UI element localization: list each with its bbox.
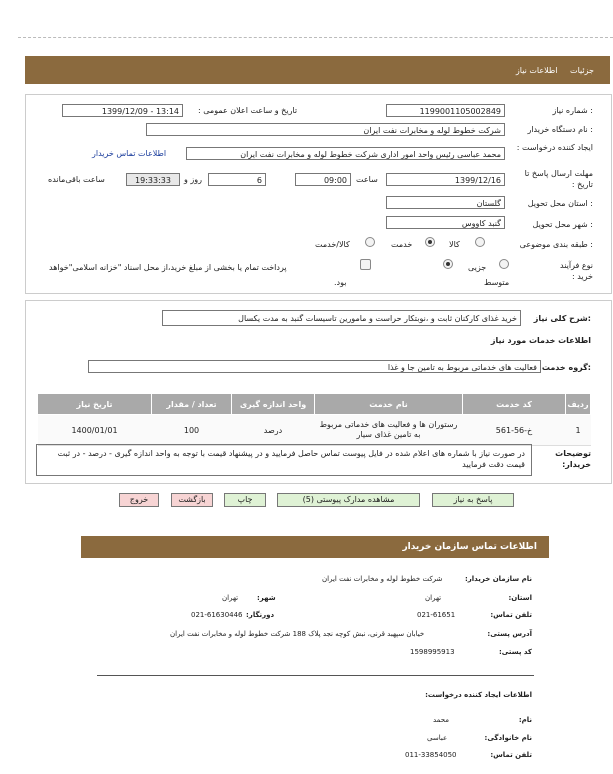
services-title: اطلاعات خدمات مورد نیاز (490, 336, 591, 345)
creator-family-label: نام خانوادگی: (484, 734, 532, 742)
description-field: خرید غذای کارکنان ثابت و ،نوبتکار حراست و مامورین تاسیسات گنبد به مدت یکسال (162, 310, 521, 326)
cell-need-date: 1400/01/01 (38, 415, 152, 446)
remaining-label: ساعت باقی‌مانده (48, 175, 105, 184)
contact-fax-label: دورنگار: (246, 611, 275, 619)
col-row: ردیف (566, 394, 591, 415)
col-need-date: تاریخ نیاز (38, 394, 152, 415)
tab-need-info[interactable]: اطلاعات نیاز (515, 66, 558, 75)
contact-title: اطلاعات تماس سازمان خریدار (402, 542, 537, 552)
cell-service-code: خ-56-561 (463, 415, 566, 446)
buyer-org-label: نام دستگاه خریدار : (527, 125, 593, 134)
creator-label: ایجاد کننده درخواست : (516, 143, 593, 152)
deadline-time-field: 09:00 (295, 173, 351, 186)
contact-address-value: خیابان سپهبد قرنی، نبش کوچه نجد پلاک 188 شرکت خطوط لوله و مخابرات نفت ایران (170, 630, 425, 638)
contact-address-label: آدرس پستی: (487, 630, 532, 638)
contact-org-label: نام سازمان خریدار: (464, 575, 532, 583)
contact-city-label: شهر: (257, 594, 276, 602)
city-label: شهر محل تحویل : (532, 220, 593, 229)
process-label: نوع فرآیند خرید : (560, 261, 593, 281)
contact-phone-label: تلفن تماس: (490, 611, 532, 619)
reply-button[interactable]: پاسخ به نیاز (432, 493, 514, 507)
creator-section-title: اطلاعات ایجاد کننده درخواست: (425, 691, 532, 699)
contact-org-value: شرکت خطوط لوله و مخابرات نفت ایران (322, 575, 443, 583)
city-field: گنبد کاووس (386, 216, 505, 229)
category-service-label: خدمت (391, 240, 413, 249)
province-field: گلستان (386, 196, 505, 209)
contact-fax-value: 021-61630446 (191, 611, 243, 619)
creator-name-value: محمد (433, 716, 449, 724)
deadline-date-field: 1399/12/16 (386, 173, 505, 186)
days-label: روز و (184, 175, 202, 184)
cell-unit: درصد (232, 415, 315, 446)
need-number-label: شماره نیاز : (552, 106, 593, 115)
page-header (25, 56, 610, 84)
tab-details[interactable]: جزئیات (570, 66, 594, 75)
process-minor-label: جزیی (468, 263, 487, 272)
deadline-time-label: ساعت (356, 175, 378, 184)
province-label: استان محل تحویل : (527, 199, 593, 208)
top-divider (18, 37, 613, 38)
contact-province-value: تهران (425, 594, 442, 602)
creator-field: محمد عباسی رئیس واحد امور اداری شرکت خطوط لوله و مخابرات نفت ایران (186, 147, 505, 160)
buyer-notes-label: توضیحات خریدار: (555, 449, 591, 469)
view-documents-button[interactable]: مشاهده مدارک پیوستی (5) (277, 493, 420, 507)
treasury-payment-text-2: بود. (334, 278, 347, 287)
cell-row: 1 (566, 415, 591, 446)
category-service-radio[interactable] (425, 237, 435, 247)
contact-postal-label: کد پستی: (498, 648, 532, 656)
category-label: طبقه بندی موضوعی : (519, 240, 593, 249)
table-row (38, 415, 591, 446)
days-field: 6 (208, 173, 266, 186)
category-both-label: کالا/خدمت (315, 240, 350, 249)
buyer-notes-field: در صورت نیاز با شماره های اعلام شده در فایل پیوست تماس حاصل فرمایید و در پیشنهاد قیمت با توجه به واحد اندازه گیری - درصد - در ثبت قیمت دقت فرمایید (36, 444, 532, 476)
creator-phone-value: 011-33854050 (405, 751, 457, 759)
creator-name-label: نام: (518, 716, 532, 724)
services-table (37, 393, 591, 446)
exit-button[interactable]: خروج (119, 493, 159, 507)
cell-service-name: رستوران ها و فعالیت های خدماتی مربوط به تامین غذای سیار (315, 415, 463, 446)
col-service-name: نام خدمت (315, 394, 463, 415)
col-unit: واحد اندازه گیری (232, 394, 315, 415)
need-number-field: 1199001105002849 (386, 104, 505, 117)
creator-family-value: عباسی (427, 734, 448, 742)
cell-quantity: 100 (152, 415, 232, 446)
contact-divider (97, 675, 534, 676)
col-service-code: کد خدمت (463, 394, 566, 415)
buyer-contact-link[interactable]: اطلاعات تماس خریدار (92, 149, 167, 158)
treasury-payment-checkbox[interactable] (360, 259, 371, 270)
description-label: شرح کلی نیاز: (533, 314, 591, 323)
category-goods-label: کالا (449, 240, 460, 249)
contact-postal-value: 1598995913 (410, 648, 455, 656)
deadline-label: مهلت ارسال پاسخ تا تاریخ : (524, 169, 593, 189)
col-quantity: تعداد / مقدار (152, 394, 232, 415)
back-button[interactable]: بازگشت (171, 493, 213, 507)
process-medium-label: متوسط (484, 278, 510, 287)
treasury-payment-text: پرداخت تمام یا بخشی از مبلغ خرید،از محل اسناد "خزانه اسلامی"خواهد (49, 263, 287, 272)
process-minor-radio[interactable] (499, 259, 509, 269)
process-medium-radio[interactable] (443, 259, 453, 269)
contact-province-label: استان: (508, 594, 532, 602)
category-goods-radio[interactable] (475, 237, 485, 247)
buyer-org-field: شرکت خطوط لوله و مخابرات نفت ایران (146, 123, 505, 136)
announce-field: 1399/12/09 - 13:14 (62, 104, 183, 117)
service-group-label: گروه خدمت: (541, 363, 591, 372)
contact-city-value: تهران (222, 594, 239, 602)
creator-phone-label: تلفن تماس: (490, 751, 532, 759)
remaining-time-field: 19:33:33 (126, 173, 180, 186)
print-button[interactable]: چاپ (224, 493, 266, 507)
contact-phone-value: 021-61651 (417, 611, 456, 619)
category-both-radio[interactable] (365, 237, 375, 247)
service-group-field: فعالیت های خدماتی مربوط به تامین جا و غذا (88, 360, 541, 373)
contact-header (81, 536, 549, 558)
announce-label: تاریخ و ساعت اعلان عمومی : (198, 106, 298, 115)
